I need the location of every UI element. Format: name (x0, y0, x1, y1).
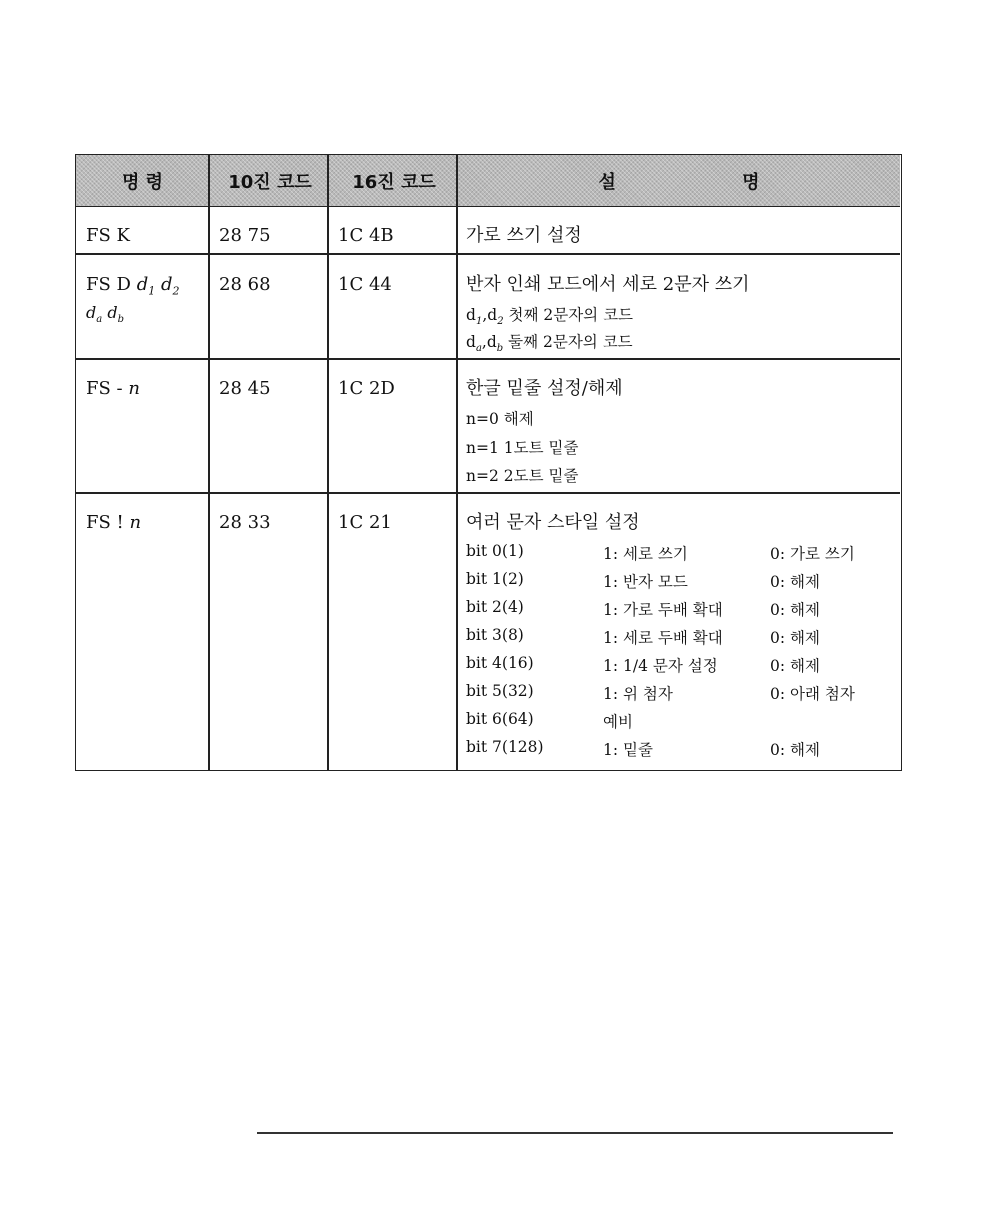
param-variable: d (487, 306, 498, 324)
bit-label: bit 1(2) (466, 570, 524, 588)
param-variable: d (486, 333, 497, 351)
bit-on-value: 1: 반자 모드 (603, 573, 688, 591)
cell-description-title: 가로 쓰기 설정 (466, 225, 582, 246)
cell-description-title: 여러 문자 스타일 설정 (466, 512, 640, 533)
bit-off-value: 0: 해제 (770, 573, 820, 591)
row-divider (76, 253, 900, 255)
command-variable: d (160, 274, 173, 295)
cell-decimal: 28 33 (219, 512, 271, 533)
description-line: n=1 1도트 밑줄 (466, 439, 579, 457)
cell-decimal: 28 75 (219, 225, 271, 246)
header-hex: 16진 코드 (352, 171, 436, 193)
row-divider (76, 492, 900, 494)
bit-off-value: 0: 가로 쓰기 (770, 545, 855, 563)
cell-description-title: 반자 인쇄 모드에서 세로 2문자 쓰기 (466, 274, 750, 295)
bit-label: bit 5(32) (466, 682, 534, 700)
bit-label: bit 7(128) (466, 738, 544, 756)
table-header (76, 155, 900, 207)
command-table (75, 154, 902, 771)
cell-command (86, 379, 140, 399)
description-line: $d_a,d_b$ 둘째 2문자의 코드 (466, 333, 633, 355)
bit-off-value: 0: 해제 (770, 601, 820, 619)
bit-off-value: 0: 아래 첨자 (770, 685, 855, 703)
bit-label: bit 0(1) (466, 542, 524, 560)
bit-off-value: 0: 해제 (770, 657, 820, 675)
bit-on-value: 1: 1/4 문자 설정 (603, 657, 718, 675)
command-subscript: a (96, 314, 103, 326)
command-variable: d (107, 303, 118, 322)
command-variable: n (128, 378, 140, 399)
cell-command: FS K (86, 225, 130, 246)
footer-rule (257, 1132, 893, 1134)
header-decimal: 10진 코드 (228, 171, 312, 193)
bit-label: bit 4(16) (466, 654, 534, 672)
param-subscript: a (475, 343, 482, 355)
cell-command (86, 513, 141, 533)
header-description: 설 명 (598, 171, 760, 193)
bit-label: bit 6(64) (466, 710, 534, 728)
command-text: FS D (86, 274, 131, 295)
command-subscript: 2 (172, 284, 180, 298)
row-divider (76, 358, 900, 360)
cell-hex: 1C 2D (338, 378, 395, 399)
param-variable: d (466, 333, 476, 351)
description-line: n=0 해제 (466, 410, 534, 428)
cell-command-params (86, 303, 124, 330)
param-variable: d (466, 306, 476, 324)
bit-label: bit 3(8) (466, 626, 524, 644)
param-description: 둘째 2문자의 코드 (508, 333, 633, 351)
command-text: FS - (86, 378, 123, 399)
cell-command (86, 275, 180, 302)
cell-decimal: 28 68 (219, 274, 271, 295)
command-text: FS ! (86, 512, 124, 533)
bit-on-value: 1: 위 첨자 (603, 685, 673, 703)
param-subscript: 1 (475, 316, 483, 328)
bit-off-value: 0: 해제 (770, 741, 820, 759)
column-divider (327, 155, 329, 770)
column-divider (456, 155, 458, 770)
command-variable: d (136, 274, 149, 295)
description-line: $d_1,d_2$ 첫째 2문자의 코드 (466, 306, 634, 328)
command-subscript: 1 (148, 284, 156, 298)
bit-off-value: 0: 해제 (770, 629, 820, 647)
cell-decimal: 28 45 (219, 378, 271, 399)
column-divider (208, 155, 210, 770)
command-variable: d (86, 303, 97, 322)
param-subscript: 2 (497, 316, 504, 328)
description-line: n=2 2도트 밑줄 (466, 467, 579, 485)
cell-hex: 1C 44 (338, 274, 392, 295)
bit-on-value: 1: 세로 두배 확대 (603, 629, 723, 647)
cell-hex: 1C 21 (338, 512, 392, 533)
header-command: 명 령 (121, 171, 164, 193)
param-subscript: b (496, 343, 504, 355)
bit-on-value: 1: 밑줄 (603, 741, 653, 759)
bit-on-value: 예비 (603, 713, 633, 731)
cell-description-title: 한글 밑줄 설정/해제 (466, 378, 623, 399)
command-subscript: b (117, 314, 124, 326)
param-description: 첫째 2문자의 코드 (508, 306, 634, 324)
cell-hex: 1C 4B (338, 225, 394, 246)
bit-label: bit 2(4) (466, 598, 524, 616)
bit-on-value: 1: 가로 두배 확대 (603, 601, 723, 619)
bit-on-value: 1: 세로 쓰기 (603, 545, 688, 563)
command-variable: n (129, 512, 142, 533)
